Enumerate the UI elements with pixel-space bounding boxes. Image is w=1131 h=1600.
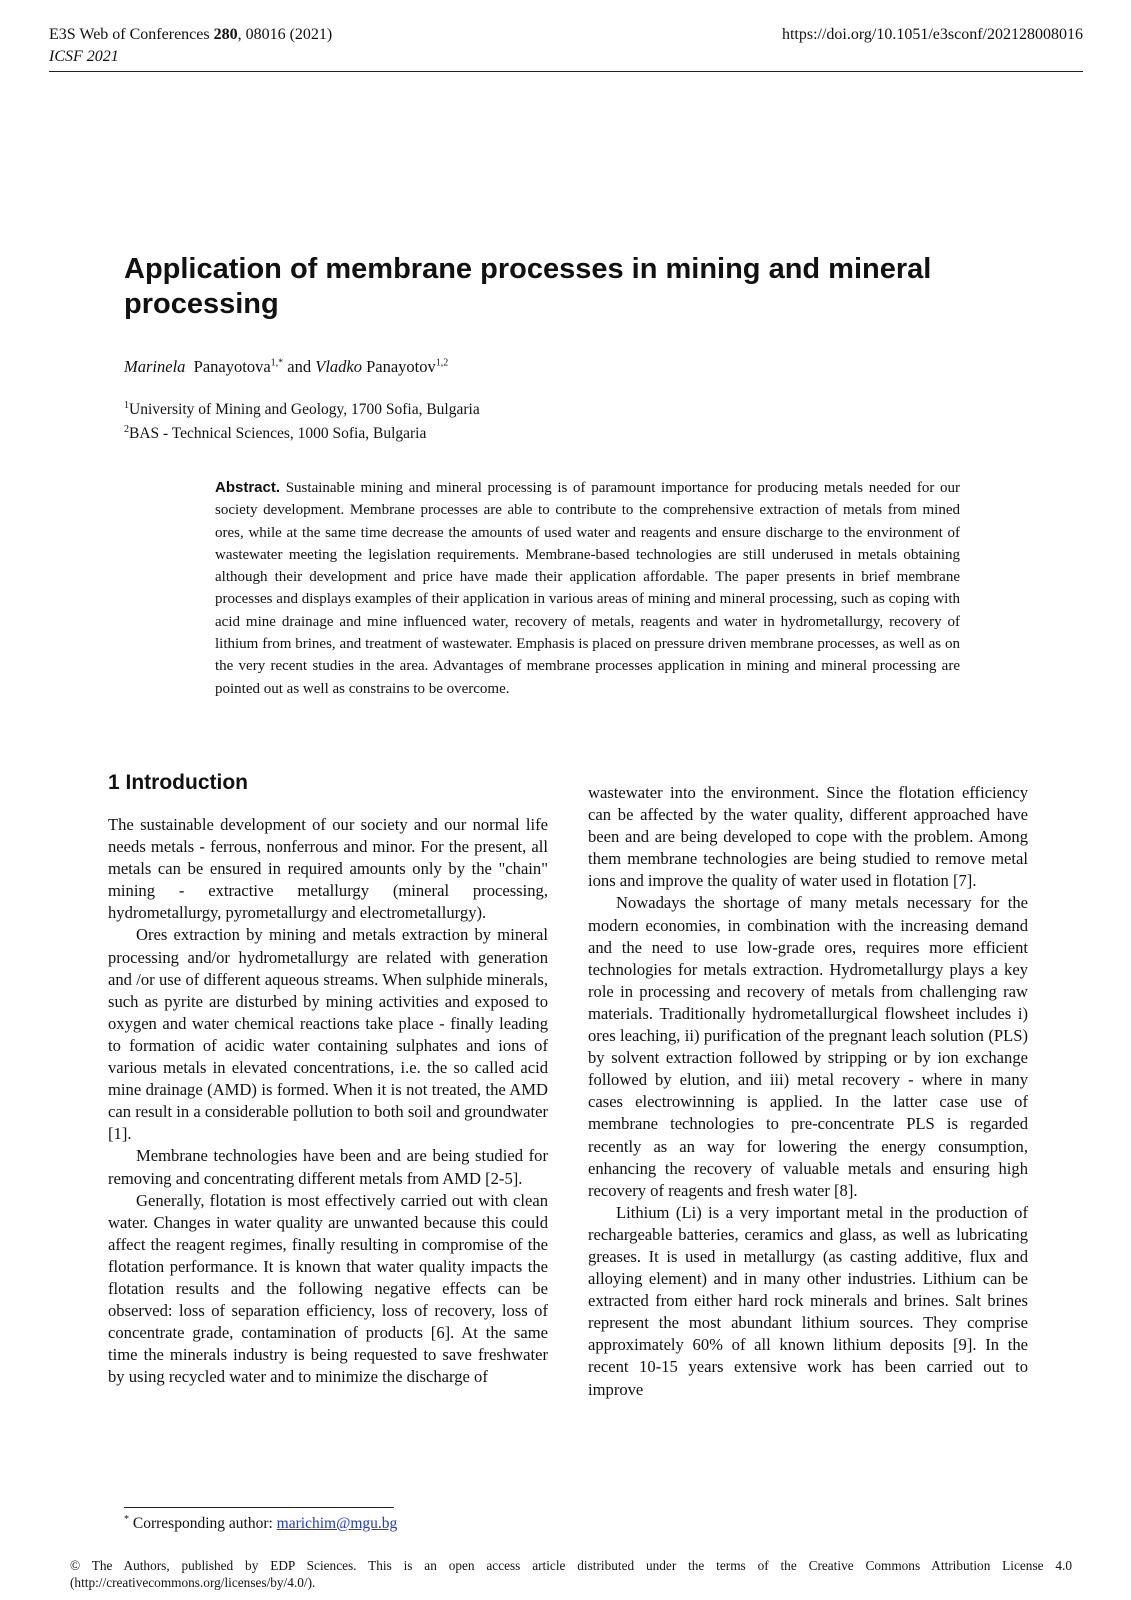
author-1-last-name: Panayotova: [193, 357, 271, 376]
body-column-left: [108, 770, 548, 1388]
body-paragraph: Nowadays the shortage of many metals necessary for the modern economies, in combination with the increasing demand and the need to use low-grade ores, requires more efficient technologies for metals extraction. Hydrometallurgy plays a key role in processing and recovery of metals from challenging raw materials. Traditionally hydrometallurgical flowsheet includes i) ores leaching, ii) purification of the pregnant leach solution (PLS) by solvent extraction followed by stripping or by ion exchange followed by elution, and iii) metal recovery - where in many cases electrowinning is applied. In the latter case use of membrane technologies to pre-concentrate PLS is regarded recently as an way for lowering the energy consumption, enhancing the recovery of valuable metals and ensuring high recovery of reagents and fresh water [8].: [588, 893, 1028, 1200]
abstract-text: Sustainable mining and mineral processing is of paramount importance for producing metals needed for our society development. Membrane processes are able to contribute to the comprehensive extraction of metals from mined ores, while at the same time decrease the amounts of used water and reagents and ensure discharge to the environment of wastewater meeting the legislation requirements. Membrane-based technologies are still underused in metals obtaining although their development and price have made their application affordable. The paper presents in brief membrane processes and displays examples of their application in various areas of mining and mineral processing, such as coping with acid mine drainage and mine influenced water, recovery of metals, reagents and water in hydrometallurgy, recovery of lithium from brines, and treatment of wastewater. Emphasis is placed on pressure driven membrane processes, as well as on the very recent studies in the area. Advantages of membrane processes application in mining and mineral processing are pointed out as well as constrains to be overcome.: [215, 480, 961, 697]
paper-title: Application of membrane processes in mining and mineral processing: [124, 253, 932, 320]
body-column-right: [588, 782, 1028, 1401]
body-paragraph: The sustainable development of our society and our normal life needs metals - ferrous, nonferrous and minor. For the present, all metals can be ensured in required amounts only by the "chain" mining - extractive metallurgy (mineral processing, hydrometallurgy, pyrometallurgy and electrometallurgy).: [108, 815, 548, 923]
abstract: [215, 477, 960, 700]
journal-citation: [49, 24, 332, 46]
author-1-affiliation-mark: 1,*: [270, 357, 284, 369]
body-paragraph: Lithium (Li) is a very important metal in the production of rechargeable batteries, ceramics and glass, as well as lubricating greases. It is used in metallurgy (as casting additive, flux and alloying element) and in many other industries. Lithium can be extracted from either hard rock minerals and brines. Salt brines represent the most abundant lithium sources. They comprise approximately 60% of all known lithium deposits [9]. In the recent 10-15 years extensive work has been carried out to improve: [588, 1202, 1028, 1399]
abstract-label: Abstract.: [215, 479, 281, 496]
author-1-first-name: Marinela: [124, 357, 186, 376]
affiliation-item: [124, 396, 480, 420]
conference-name: ICSF 2021: [49, 48, 119, 65]
author-2-first-name: Vladko: [315, 357, 362, 376]
author-conjunction: and: [287, 357, 312, 376]
affiliation-text: BAS - Technical Sciences, 1000 Sofia, Bulgaria: [129, 425, 427, 443]
affiliation-list: [124, 396, 480, 444]
footnote-mark: *: [124, 1514, 129, 1525]
affiliation-text: University of Mining and Geology, 1700 Sofia, Bulgaria: [129, 401, 480, 419]
affiliation-item: [124, 420, 480, 444]
body-paragraph: wastewater into the environment. Since the flotation efficiency can be affected by the water quality, different approached have been and are being developed to cope with the problem. Among them membrane technologies are being studied to remove metal ions and improve the quality of water used in flotation [7].: [588, 783, 1028, 891]
affiliation-number: 1: [124, 400, 129, 411]
body-paragraph: Generally, flotation is most effectively carried out with clean water. Changes in water quality are unwanted because this could affect the reagent regimes, finally resulting in compromise of the flotation performance. It is known that water quality impacts the flotation results and the following negative effects can be observed: loss of separation efficiency, loss of recovery, loss of concentrate grade, contamination of products [6]. At the same time the minerals industry is being requested to save freshwater by using recycled water and to minimize the discharge of: [108, 1190, 548, 1387]
corresponding-email-link[interactable]: marichim@mgu.bg: [276, 1515, 398, 1533]
section-heading: 1 Introduction: [108, 771, 248, 794]
body-paragraph: Ores extraction by mining and metals extraction by mineral processing and/or hydrometallurgy are related with generation and /or use of different aqueous streams. When sulphide minerals, such as pyrite are disturbed by mining activities and exposed to oxygen and water chemical reactions take place - finally leading to formation of acidic water containing sulphates and ions of various metals in elevated concentrations, i.e. the so called acid mine drainage (AMD) is formed. When it is not treated, the AMD can result in a considerable pollution to both soil and groundwater [1].: [108, 925, 548, 1144]
license-notice: © The Authors, published by EDP Sciences. This is an open access article distributed under the terms of the Creative Commons Attribution License 4.0 (http://creativecommons.org/licenses/by/4.0/).: [70, 1558, 1072, 1590]
journal-name: E3S Web of Conferences: [49, 26, 214, 43]
footnote-divider: [124, 1507, 394, 1508]
doi-link[interactable]: https://doi.org/10.1051/e3sconf/202128008016: [781, 26, 1083, 43]
author-2-last-name: Panayotov: [366, 357, 436, 376]
affiliation-number: 2: [124, 424, 129, 436]
author-2-affiliation-mark: 1,2: [435, 357, 449, 369]
header-divider: [49, 71, 1083, 72]
article-number: , 08016 (2021): [237, 26, 333, 43]
footnote-label: Corresponding author:: [132, 1515, 277, 1533]
journal-volume: 280: [213, 26, 238, 43]
author-list: [124, 357, 448, 377]
footnote: [124, 1514, 397, 1533]
body-paragraph: Membrane technologies have been and are being studied for removing and concentrating different metals from AMD [2-5].: [108, 1146, 548, 1188]
